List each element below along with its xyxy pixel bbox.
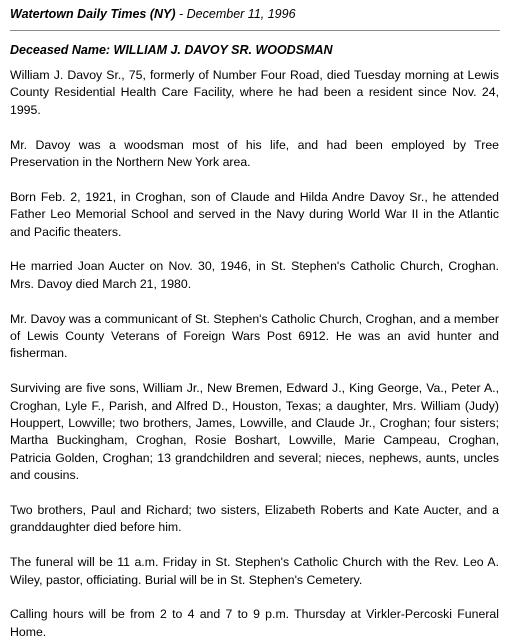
paragraph-memberships: Mr. Davoy was a communicant of St. Stephen's Catholic Church, Croghan, and a member of Lewis County Veterans of Foreign Wars Post 6912. He was an avid hunter and fisherman.	[10, 311, 499, 361]
paragraph-funeral: The funeral will be 11 a.m. Friday in St. Stephen's Catholic Church with the Rev. Leo A. Wiley, pastor, officiating. Burial will be in St. Stephen's Cemetery.	[10, 555, 499, 587]
paragraph-survivors: Surviving are five sons, William Jr., New Bremen, Edward J., King George, Va., Peter A., Croghan, Lyle F., Parish, and Alfred D., Houston, Texas; a daughter, Mrs. William (Judy) Houppert, Lowville; two brothers, James, Lowville, and Claude Jr., Croghan; four sisters; Martha Buckingham, Croghan, Rosie Boshart, Lowville, Marie Campeau, Croghan, Patricia Golden, Croghan; 13 grandchildren and several; nieces, nephews, aunts, uncles and cousins.	[10, 381, 499, 483]
header-separator: -	[175, 7, 187, 21]
paragraph-occupation: Mr. Davoy was a woodsman most of his life, and had been employed by Tree Preservation in the Northern New York area.	[10, 137, 499, 170]
obituary-body	[10, 67, 499, 641]
paragraph-death: William J. Davoy Sr., 75, formerly of Number Four Road, died Tuesday morning at Lewis County Residential Health Care Facility, where he had been a resident since Nov. 24, 1995.	[10, 68, 499, 117]
deceased-label: Deceased Name:	[10, 43, 114, 57]
deceased-name: WILLIAM J. DAVOY SR. WOODSMAN	[113, 43, 333, 57]
header-divider	[10, 30, 500, 31]
newspaper-name: Watertown Daily Times (NY)	[10, 7, 176, 21]
paragraph-marriage: He married Joan Aucter on Nov. 30, 1946, in St. Stephen's Catholic Church, Croghan. Mrs. Davoy died March 21, 1980.	[10, 259, 499, 291]
newspaper-header	[10, 6, 517, 24]
paragraph-birth: Born Feb. 2, 1921, in Croghan, son of Claude and Hilda Andre Davoy Sr., he attended Father Leo Memorial School and served in the Navy during World War II in the Atlantic and Pacific theaters.	[10, 189, 499, 239]
paragraph-predeceased: Two brothers, Paul and Richard; two sisters, Elizabeth Roberts and Kate Aucter, and a granddaughter died before him.	[10, 503, 499, 535]
deceased-heading	[10, 42, 333, 58]
publication-date: December 11, 1996	[186, 7, 296, 21]
paragraph-calling-hours: Calling hours will be from 2 to 4 and 7 to 9 p.m. Thursday at Virkler-Percoski Funeral Home.	[10, 607, 499, 639]
